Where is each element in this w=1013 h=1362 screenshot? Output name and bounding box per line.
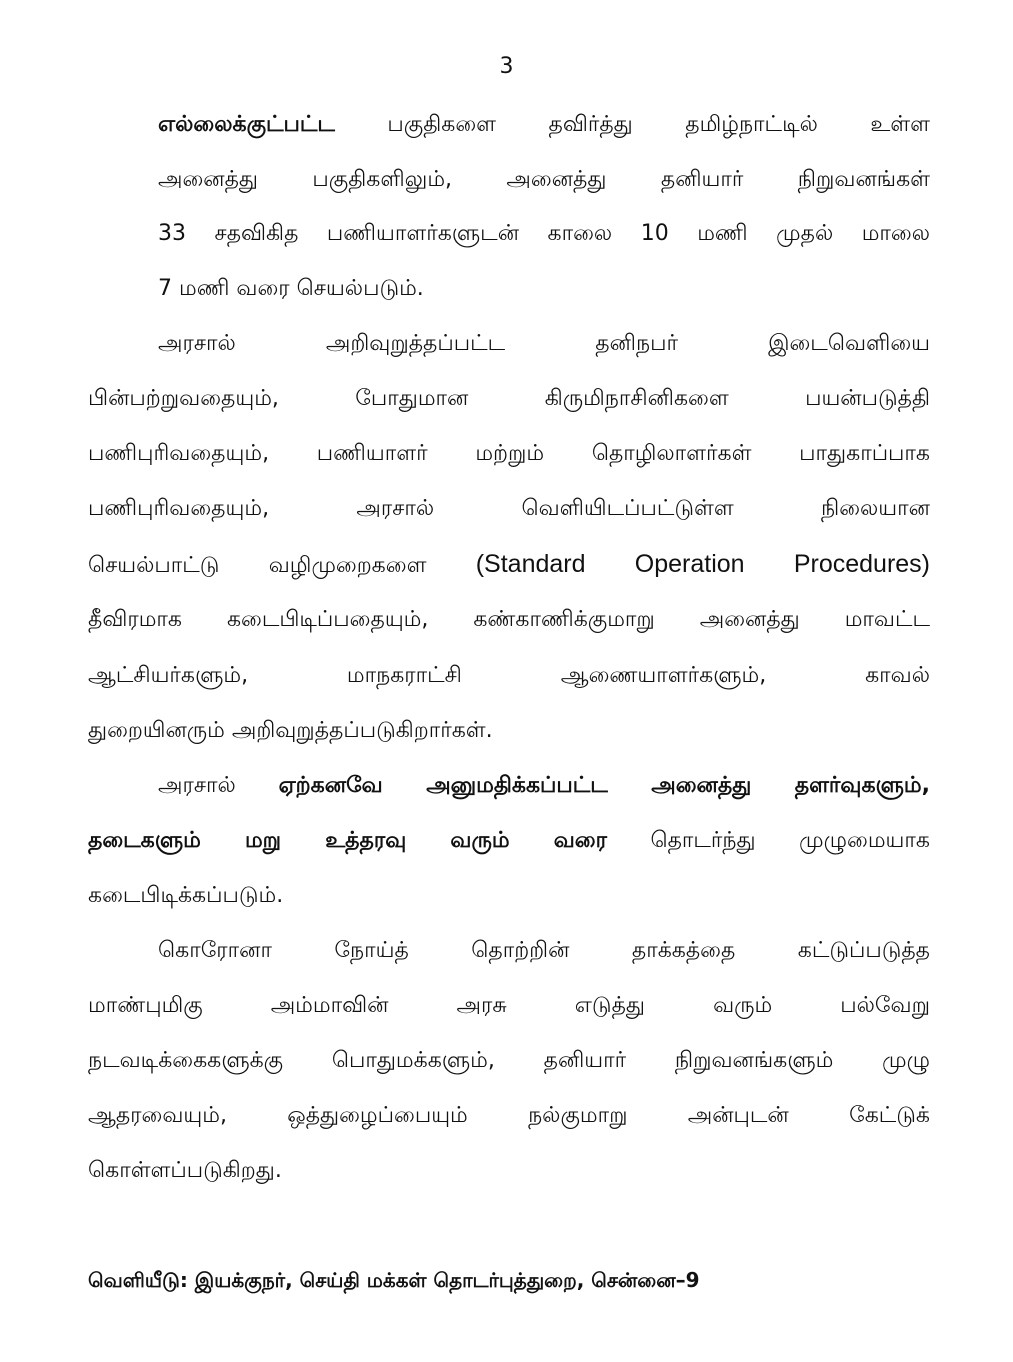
para2-line4: பணிபுரிவதையும், அரசால் வெளியிடப்பட்டுள்ள நிலையான [88, 496, 930, 521]
publisher-footer: வெளியீடு: இயக்குநர், செய்தி மக்கள் தொடர்புத்துறை, சென்னை–9 [88, 1268, 700, 1292]
para3-line2-rest: தொடர்ந்து முழுமையாக [650, 828, 930, 853]
para2-line8: துறையினரும் அறிவுறுத்தப்படுகிறார்கள். [88, 718, 493, 743]
para4-line2: மாண்புமிகு அம்மாவின் அரசு எடுத்து வரும் பல்வேறு [88, 993, 930, 1018]
para2-line3: பணிபுரிவதையும், பணியாளர் மற்றும் தொழிலாளர்கள் பாதுகாப்பாக [88, 441, 930, 466]
para3-line3: கடைபிடிக்கப்படும். [88, 883, 284, 908]
page-number: 3 [499, 54, 514, 79]
para3-line1-lead: அரசால் [158, 773, 236, 798]
para2-line2: பின்பற்றுவதையும், போதுமான கிருமிநாசினிகளை பயன்படுத்தி [88, 386, 930, 411]
para2-line5 [88, 546, 930, 584]
para3-bold-phrase-1: ஏற்கனவே அனுமதிக்கப்பட்ட அனைத்து தளர்வுகளும், [278, 773, 930, 798]
para3-line1 [158, 768, 930, 804]
para1-line1-rest: பகுதிகளை தவிர்த்து தமிழ்நாட்டில் உள்ள [387, 112, 931, 137]
para1-line3: 33 சதவிகித பணியாளர்களுடன் காலை 10 மணி முதல் மாலை [158, 221, 930, 246]
para4-line5: கொள்ளப்படுகிறது. [88, 1158, 282, 1183]
para1-line2: அனைத்து பகுதிகளிலும், அனைத்து தனியார் நிறுவனங்கள் [158, 167, 930, 192]
para3-line2 [88, 823, 930, 859]
para2-line6: தீவிரமாக கடைபிடிப்பதையும், கண்காணிக்குமாறு அனைத்து மாவட்ட [88, 607, 930, 632]
para4-line1: கொரோனா நோய்த் தொற்றின் தாக்கத்தை கட்டுப்படுத்த [158, 938, 930, 963]
para4-line4: ஆதரவையும், ஒத்துழைப்பையும் நல்குமாறு அன்புடன் கேட்டுக் [88, 1103, 930, 1128]
para1-line4: 7 மணி வரை செயல்படும். [158, 276, 424, 301]
para1-line1 [158, 107, 930, 143]
para2-line5-tamil: செயல்பாட்டு வழிமுறைகளை [88, 553, 427, 578]
para3-bold-phrase-2: தடைகளும் மறு உத்தரவு வரும் வரை [88, 828, 607, 853]
para2-line1: அரசால் அறிவுறுத்தப்பட்ட தனிநபர் இடைவெளியை [158, 331, 930, 356]
para1-bold-phrase: எல்லைக்குட்பட்ட [158, 112, 335, 137]
sop-english-term: (Standard Operation Procedures) [475, 550, 930, 578]
para2-line7: ஆட்சியர்களும், மாநகராட்சி ஆணையாளர்களும், காவல் [88, 663, 930, 688]
para4-line3: நடவடிக்கைகளுக்கு பொதுமக்களும், தனியார் நிறுவனங்களும் முழு [88, 1048, 930, 1073]
